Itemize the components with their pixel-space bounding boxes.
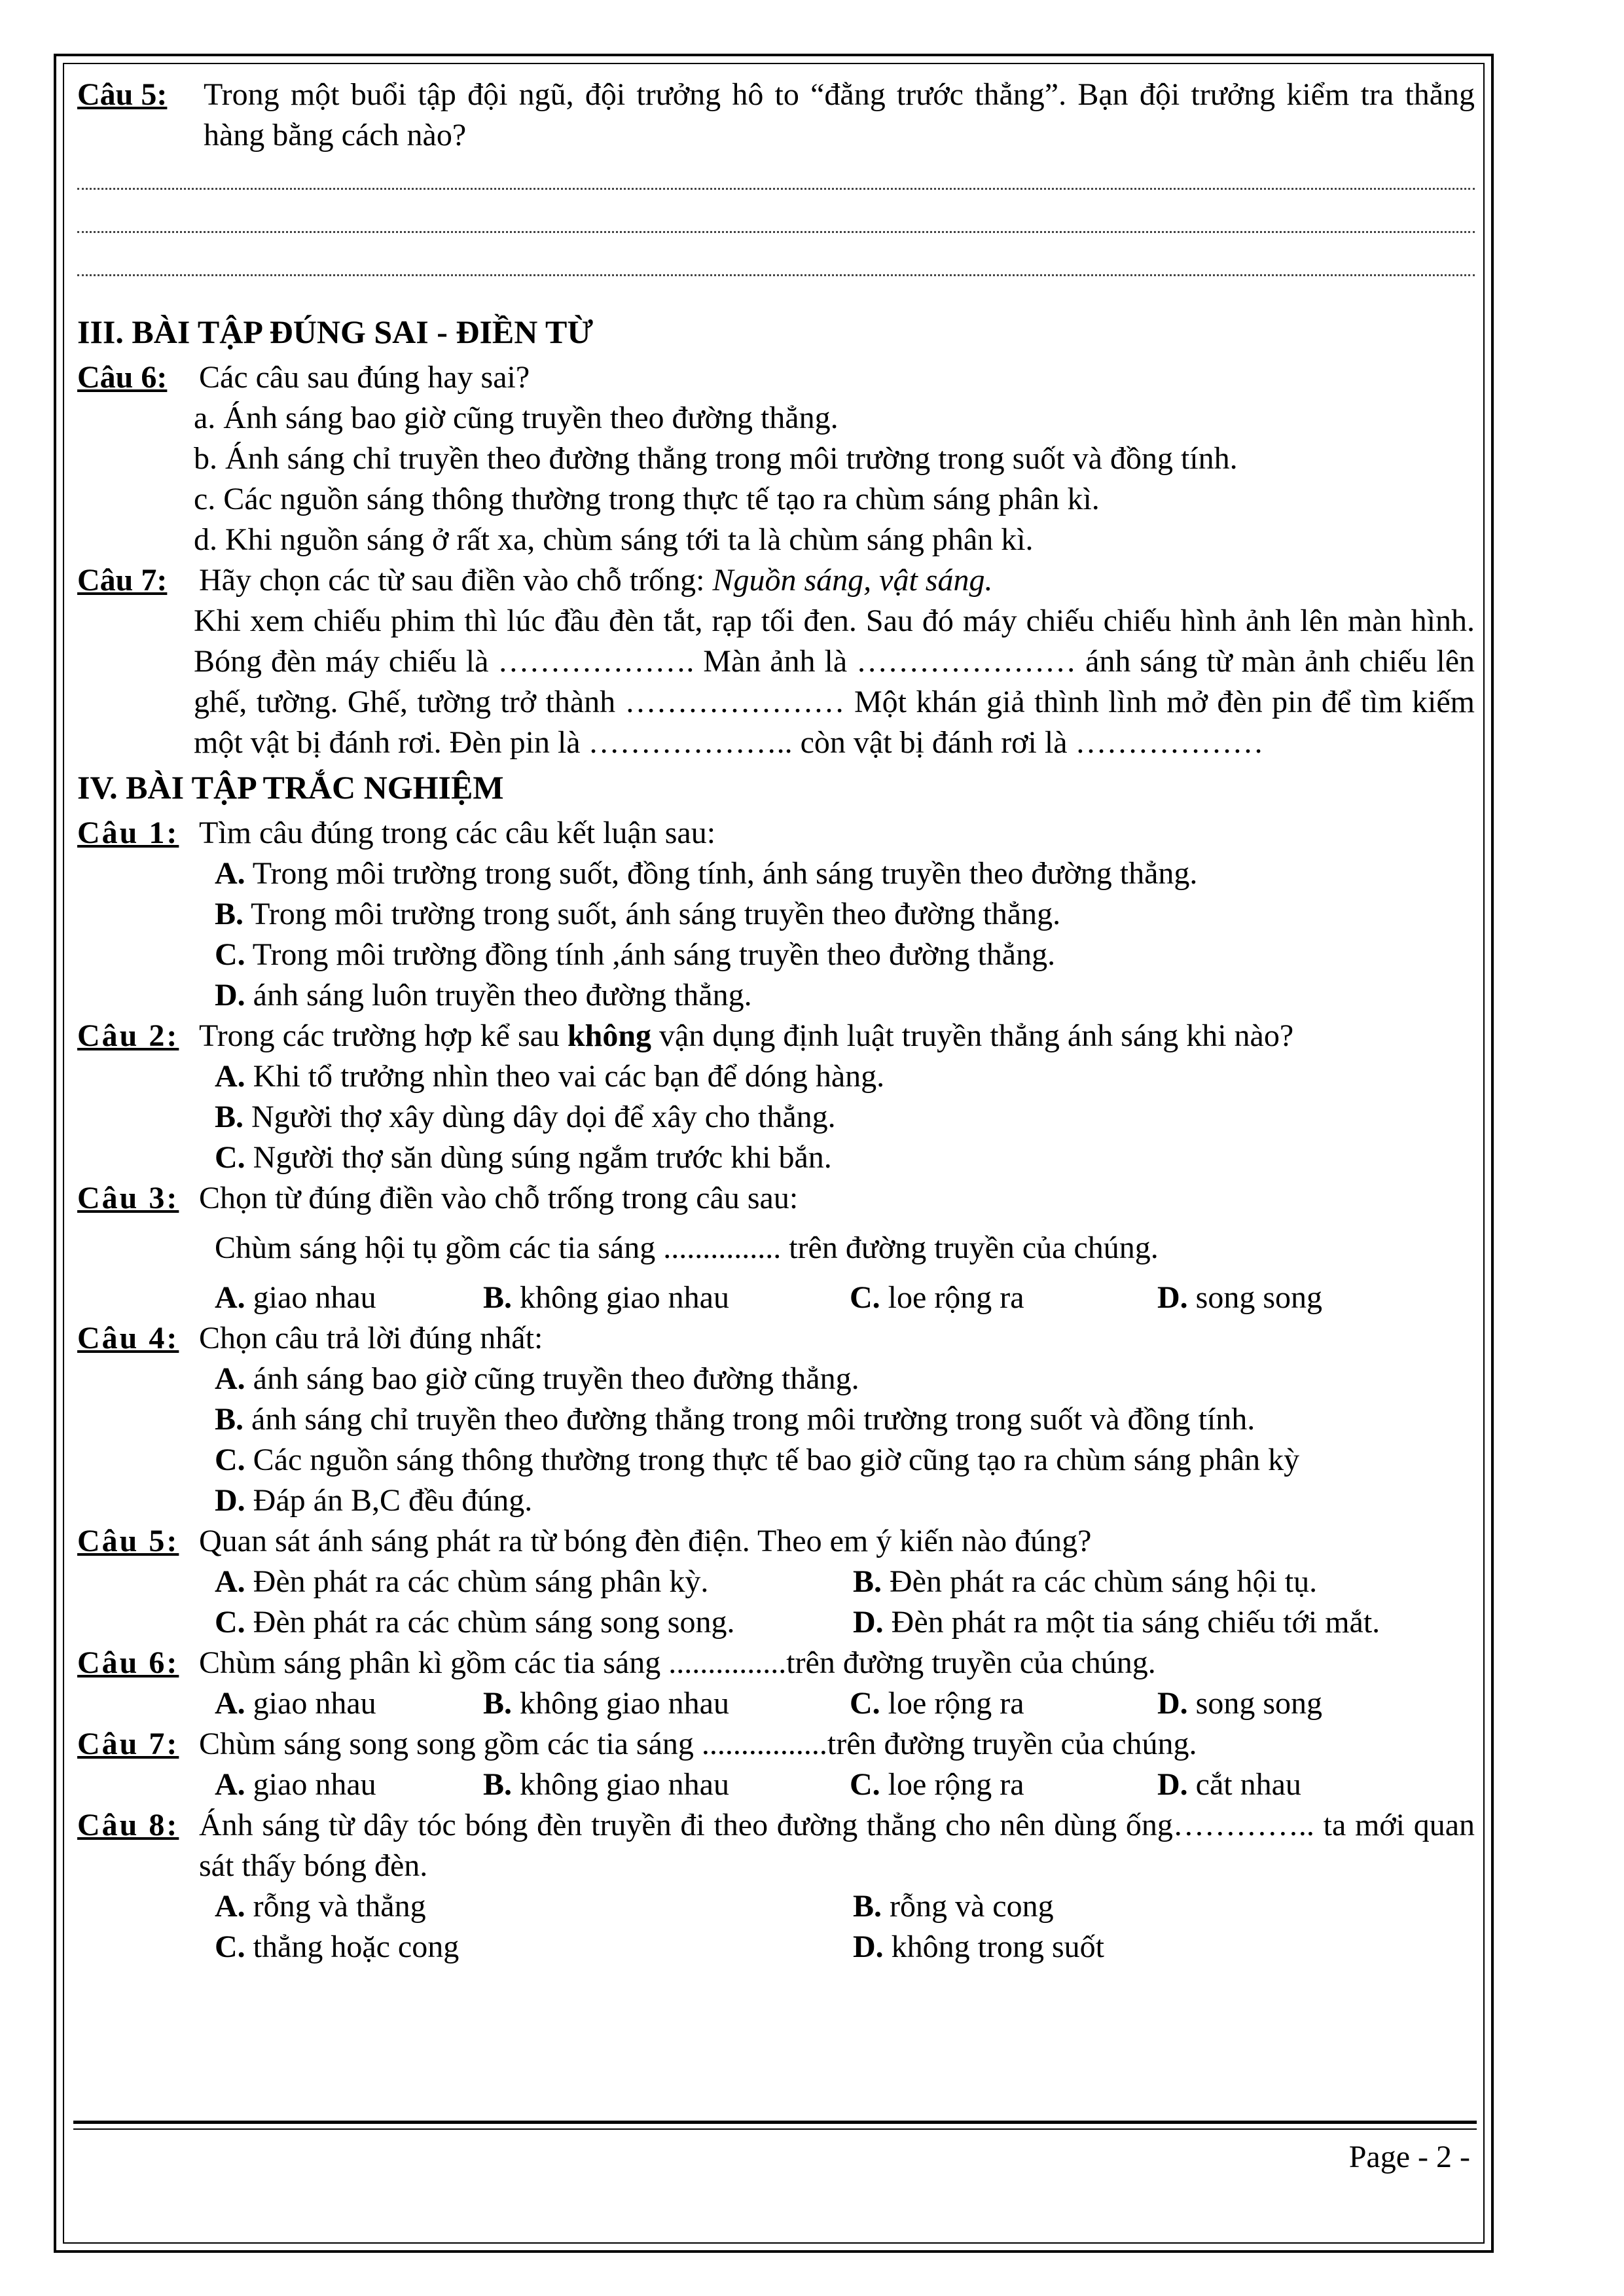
answer-option[interactable]: B. Trong môi trường trong suốt, ánh sáng truyền theo đường thẳng. bbox=[215, 897, 1061, 931]
answer-option[interactable]: A. Trong môi trường trong suốt, đồng tính, ánh sáng truyền theo đường thẳng. bbox=[215, 856, 1198, 891]
answer-option[interactable]: B. không giao nhau bbox=[483, 1686, 729, 1721]
question-text: Hãy chọn các từ sau điền vào chỗ trống: bbox=[199, 563, 713, 598]
answer-line[interactable] bbox=[77, 199, 1475, 242]
mc-question-4 bbox=[77, 1318, 1475, 1359]
mc-question-6 bbox=[77, 1643, 1475, 1683]
answer-option[interactable]: C. loe rộng ra bbox=[850, 1280, 1024, 1315]
question-text: Chọn từ đúng điền vào chỗ trống trong câu sau: bbox=[199, 1181, 799, 1215]
question-label: Câu 1: bbox=[77, 816, 179, 850]
question-text: Tìm câu đúng trong các câu kết luận sau: bbox=[199, 816, 716, 850]
answer-line[interactable] bbox=[77, 156, 1475, 199]
question-label: Câu 8: bbox=[77, 1808, 179, 1842]
answer-option[interactable]: A. Khi tổ trưởng nhìn theo vai các bạn để dóng hàng. bbox=[215, 1059, 885, 1094]
options-grid bbox=[77, 1886, 1475, 1967]
answer-option[interactable]: D. Đèn phát ra một tia sáng chiếu tới mắt. bbox=[853, 1605, 1380, 1640]
answer-line[interactable] bbox=[77, 242, 1475, 285]
options-row bbox=[77, 1683, 1475, 1724]
answer-option[interactable]: C. loe rộng ra bbox=[850, 1686, 1024, 1721]
question-text: Chùm sáng song song gồm các tia sáng ................trên đường truyền của chúng. bbox=[199, 1727, 1197, 1761]
question-label: Câu 6: bbox=[77, 1645, 179, 1680]
question-label: Câu 4: bbox=[77, 1321, 179, 1355]
options-grid bbox=[77, 1562, 1475, 1643]
answer-option[interactable]: C. loe rộng ra bbox=[850, 1767, 1024, 1802]
answer-option[interactable]: B. không giao nhau bbox=[483, 1767, 729, 1802]
question-text: Các câu sau đúng hay sai? bbox=[199, 360, 530, 395]
question-5-essay bbox=[77, 75, 1475, 156]
answer-option[interactable]: C. Trong môi trường đồng tính ,ánh sáng truyền theo đường thẳng. bbox=[215, 937, 1056, 972]
options-row bbox=[77, 1765, 1475, 1805]
answer-option[interactable]: C. thẳng hoặc cong bbox=[215, 1929, 460, 1964]
answer-option[interactable]: B. Người thợ xây dùng dây dọi để xây cho thẳng. bbox=[215, 1100, 836, 1134]
answer-option[interactable]: B. rỗng và cong bbox=[853, 1889, 1054, 1924]
question-text: Chùm sáng phân kì gồm các tia sáng ...............trên đường truyền của chúng. bbox=[199, 1645, 1156, 1680]
footer-rule bbox=[73, 2121, 1477, 2124]
footer-rule bbox=[73, 2128, 1477, 2130]
statement: b. Ánh sáng chỉ truyền theo đường thẳng trong môi trường trong suốt và đồng tính. bbox=[194, 441, 1238, 476]
question-text: Ánh sáng từ dây tóc bóng đèn truyền đi theo đường thẳng cho nên dùng ống………….. ta mới quan sát thấy bóng đèn. bbox=[199, 1808, 1475, 1883]
answer-option[interactable]: A. rỗng và thẳng bbox=[215, 1889, 426, 1924]
answer-option[interactable]: A. giao nhau bbox=[215, 1280, 376, 1315]
statement: d. Khi nguồn sáng ở rất xa, chùm sáng tới ta là chùm sáng phân kì. bbox=[194, 522, 1034, 557]
answer-option[interactable]: D. Đáp án B,C đều đúng. bbox=[215, 1483, 533, 1518]
question-7-fill-in bbox=[77, 560, 1475, 601]
answer-option[interactable]: C. Người thợ săn dùng súng ngắm trước khi bắn. bbox=[215, 1140, 832, 1175]
options-row bbox=[77, 1278, 1475, 1318]
question-6-true-false bbox=[77, 357, 1475, 398]
answer-option[interactable]: D. không trong suốt bbox=[853, 1929, 1105, 1964]
question-label: Câu 6: bbox=[77, 360, 168, 395]
answer-option[interactable]: D. cắt nhau bbox=[1157, 1767, 1301, 1802]
answer-option[interactable]: C. Đèn phát ra các chùm sáng song song. bbox=[215, 1605, 735, 1640]
word-bank: Nguồn sáng, vật sáng. bbox=[712, 563, 993, 598]
question-label: Câu 5: bbox=[77, 1524, 179, 1558]
answer-option[interactable]: B. Đèn phát ra các chùm sáng hội tụ. bbox=[853, 1564, 1318, 1599]
question-label: Câu 2: bbox=[77, 1018, 179, 1053]
question-text: Quan sát ánh sáng phát ra từ bóng đèn điện. Theo em ý kiến nào đúng? bbox=[199, 1524, 1092, 1558]
mc-question-5 bbox=[77, 1521, 1475, 1562]
answer-option[interactable]: A. ánh sáng bao giờ cũng truyền theo đường thẳng. bbox=[215, 1361, 859, 1396]
question-text: Chọn câu trả lời đúng nhất: bbox=[199, 1321, 543, 1355]
question-label: Câu 7: bbox=[77, 1727, 179, 1761]
mc-question-8 bbox=[77, 1805, 1475, 1886]
mc-question-1 bbox=[77, 813, 1475, 853]
answer-option[interactable]: D. song song bbox=[1157, 1686, 1323, 1721]
mc-question-7 bbox=[77, 1724, 1475, 1765]
answer-option[interactable]: D. song song bbox=[1157, 1280, 1323, 1315]
question-label: Câu 7: bbox=[77, 563, 168, 598]
answer-option[interactable]: B. ánh sáng chỉ truyền theo đường thẳng trong môi trường trong suốt và đồng tính. bbox=[215, 1402, 1255, 1437]
answer-option[interactable]: D. ánh sáng luôn truyền theo đường thẳng. bbox=[215, 978, 752, 1013]
page-number: Page - 2 - bbox=[1348, 2140, 1470, 2174]
question-label: Câu 3: bbox=[77, 1181, 179, 1215]
statement: a. Ánh sáng bao giờ cũng truyền theo đường thẳng. bbox=[194, 401, 839, 435]
fill-sentence: Chùm sáng hội tụ gồm các tia sáng ............... trên đường truyền của chúng. bbox=[215, 1230, 1159, 1265]
section-title: III. BÀI TẬP ĐÚNG SAI - ĐIỀN TỪ bbox=[77, 314, 594, 350]
answer-option[interactable]: A. giao nhau bbox=[215, 1767, 376, 1802]
answer-option[interactable]: A. Đèn phát ra các chùm sáng phân kỳ. bbox=[215, 1564, 709, 1599]
statement: c. Các nguồn sáng thông thường trong thực tế tạo ra chùm sáng phân kì. bbox=[194, 482, 1100, 516]
answer-option[interactable]: B. không giao nhau bbox=[483, 1280, 729, 1315]
answer-option[interactable]: C. Các nguồn sáng thông thường trong thực tế bao giờ cũng tạo ra chùm sáng phân kỳ bbox=[215, 1443, 1300, 1477]
worksheet-content bbox=[77, 75, 1475, 1967]
question-label: Câu 5: bbox=[77, 77, 168, 112]
mc-question-2: Câu 2: Trong các trường hợp kể sau không vận dụng định luật truyền thẳng ánh sáng khi nào? bbox=[77, 1016, 1475, 1056]
question-text: Trong một buổi tập đội ngũ, đội trưởng hô to “đằng trước thẳng”. Bạn đội trưởng kiểm tra thẳng hàng bằng cách nào? bbox=[204, 77, 1475, 152]
mc-question-3 bbox=[77, 1178, 1475, 1219]
answer-option[interactable]: A. giao nhau bbox=[215, 1686, 376, 1721]
section-title: IV. BÀI TẬP TRẮC NGHIỆM bbox=[77, 769, 504, 806]
fill-in-passage: Khi xem chiếu phim thì lúc đầu đèn tắt, rạp tối đen. Sau đó máy chiếu chiếu hình ảnh lên màn hình. Bóng đèn máy chiếu là ………………. Màn ảnh là ………………… ánh sáng từ màn ảnh chiếu lên ghế, tường. Ghế, tường trở thành ………………… Một khán giả thình lình mở đèn pin để tìm kiếm một vật bị đánh rơi. Đèn pin là ……………….. còn vật bị đánh rơi là ……………… bbox=[194, 603, 1475, 760]
